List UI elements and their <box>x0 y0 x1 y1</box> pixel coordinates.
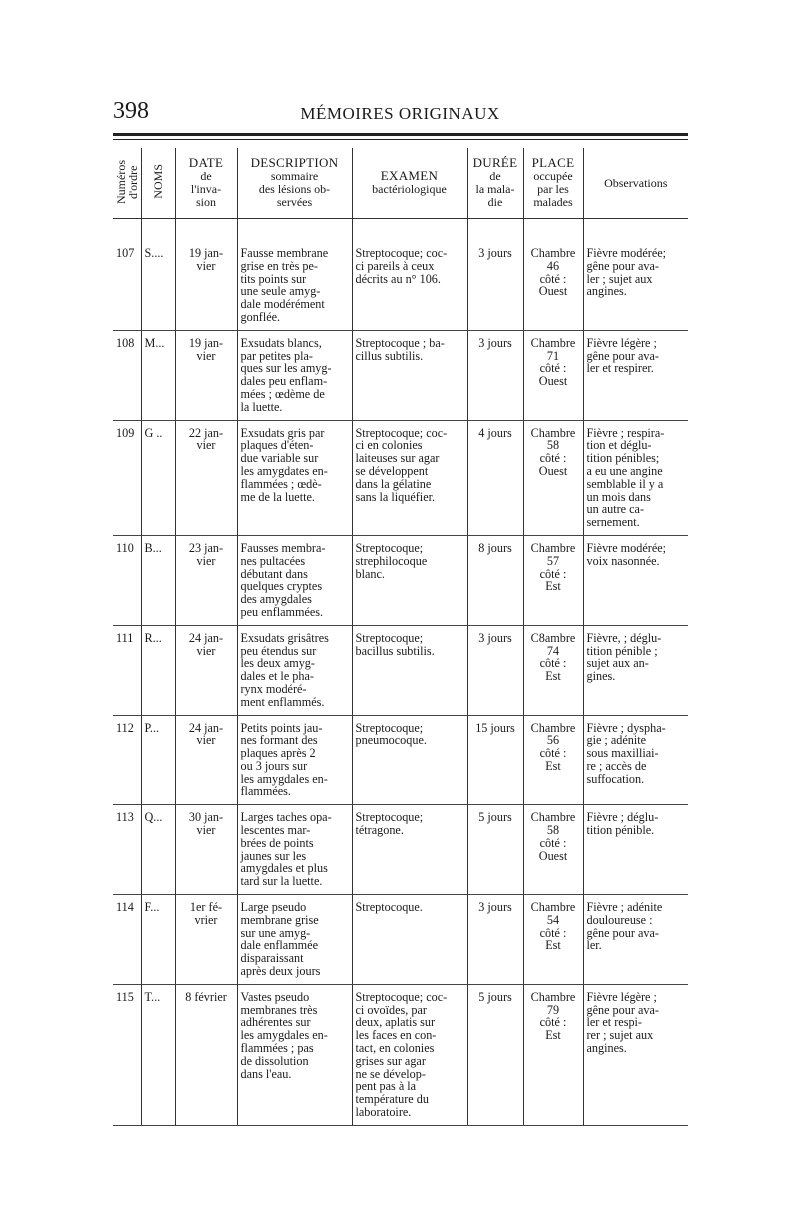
table-row <box>113 984 688 1125</box>
row-place <box>523 330 583 420</box>
row-observations-line: rer ; sujet aux <box>586 1028 654 1043</box>
row-duration: 8 jours <box>467 535 523 625</box>
row-date-line: vier <box>196 258 216 273</box>
row-date-line: 8 février <box>185 989 227 1004</box>
row-date-line: 19 jan- <box>188 335 224 350</box>
row-observations <box>583 895 688 985</box>
row-place-line: 74 <box>546 643 560 658</box>
row-description-line: Exsudats blancs, <box>240 335 322 350</box>
table-row <box>113 895 688 985</box>
row-observations-line: gêne pour ava- <box>586 348 659 363</box>
row-date <box>175 805 237 895</box>
row-place <box>523 420 583 535</box>
row-description-line: membranes très <box>240 1002 318 1017</box>
row-number: 107 <box>113 241 141 330</box>
row-place-line: côté : <box>539 1015 567 1030</box>
row-observations-line: Fièvre ; adénite <box>586 900 663 915</box>
row-observations-line: ler. <box>586 938 602 953</box>
row-place-line: 58 <box>546 823 560 838</box>
row-number: 112 <box>113 715 141 805</box>
row-observations-line: gêne pour ava- <box>586 258 659 273</box>
row-place-line: 71 <box>546 348 560 363</box>
row-observations <box>583 625 688 715</box>
row-observations-line: voix nasonnée. <box>586 553 660 568</box>
row-place-line: C8ambre <box>530 630 576 645</box>
row-date-line: 30 jan- <box>188 810 224 825</box>
row-description-line: les amygdates en- <box>240 463 328 478</box>
row-description-line: rynx modéré- <box>240 681 307 696</box>
row-description-line: brées de points <box>240 835 314 850</box>
row-observations-line: un autre ca- <box>586 502 645 517</box>
row-description-line: disparaissant <box>240 951 304 966</box>
row-description-line: mées ; œdème de <box>240 386 325 401</box>
row-duration: 3 jours <box>467 330 523 420</box>
row-name: S.... <box>141 241 175 330</box>
row-exam-line: ci pareils à ceux <box>355 258 435 273</box>
row-number: 110 <box>113 535 141 625</box>
row-exam-line: Streptocoque; <box>355 540 424 555</box>
row-observations-line: Fièvre modérée; <box>586 540 667 555</box>
row-duration: 3 jours <box>467 895 523 985</box>
row-observations-line: ler et respi- <box>586 1015 642 1030</box>
row-observations-line: sujet aux an- <box>586 656 649 671</box>
row-description-line: Petits points jau- <box>240 720 323 735</box>
row-description-line: adhérentes sur <box>240 1015 311 1030</box>
row-place-line: 79 <box>546 1002 560 1017</box>
row-exam-line: décrits au n° 106. <box>355 271 441 286</box>
row-date <box>175 241 237 330</box>
running-head: MÉMOIRES ORIGINAUX <box>300 104 500 123</box>
row-description-line: une seule amyg- <box>240 284 321 299</box>
row-observations <box>583 241 688 330</box>
row-place-line: Chambre <box>530 246 576 260</box>
row-exam-line: sans la liquéfier. <box>355 489 436 504</box>
row-number: 115 <box>113 984 141 1125</box>
row-exam <box>352 805 467 895</box>
row-date-line: 23 jan- <box>188 540 224 555</box>
row-observations-line: angines. <box>586 1041 627 1056</box>
row-description-line: due variable sur <box>240 451 319 466</box>
row-name: Q... <box>141 805 175 895</box>
col-head-number <box>113 148 141 219</box>
row-description-line: Exsudats gris par <box>240 425 325 440</box>
row-place-line: Ouest <box>538 374 568 389</box>
row-duration: 5 jours <box>467 805 523 895</box>
row-description-line: des amygdales <box>240 592 312 607</box>
col-head-exam: EXAMEN bactériologique <box>352 148 467 219</box>
row-place <box>523 895 583 985</box>
row-date <box>175 895 237 985</box>
row-date <box>175 984 237 1125</box>
row-description-line: ques sur les amyg- <box>240 361 332 376</box>
row-place <box>523 984 583 1125</box>
row-exam-line: Streptocoque; <box>355 630 424 645</box>
row-description-line: les amygdales en- <box>240 771 328 786</box>
row-exam-line: Streptocoque. <box>355 900 423 915</box>
row-description-line: Fausses membra- <box>240 540 326 555</box>
row-description-line: dales et le pha- <box>240 669 314 684</box>
row-date-line: 19 jan- <box>188 246 224 260</box>
row-name: T... <box>141 984 175 1125</box>
page-number: 398 <box>113 98 149 124</box>
top-rule-thick <box>113 133 688 136</box>
row-observations-line: ler ; sujet aux <box>586 271 653 286</box>
row-description <box>237 535 352 625</box>
row-place-line: Chambre <box>530 540 576 555</box>
row-place-line: côté : <box>539 271 567 286</box>
row-place-line: Est <box>545 579 561 594</box>
row-observations-line: Fièvre ; respira- <box>586 425 665 440</box>
row-place-line: côté : <box>539 925 567 940</box>
row-description-line: me de la luette. <box>240 489 315 504</box>
row-exam-line: blanc. <box>355 566 385 581</box>
row-observations-line: ler et respirer. <box>586 361 654 376</box>
row-duration: 15 jours <box>467 715 523 805</box>
row-number: 109 <box>113 420 141 535</box>
row-exam <box>352 330 467 420</box>
row-exam-line: deux, aplatis sur <box>355 1015 436 1030</box>
row-number: 114 <box>113 895 141 985</box>
row-observations-line: a eu une angine <box>586 463 663 478</box>
row-description <box>237 715 352 805</box>
row-description-line: grise en très pe- <box>240 258 318 273</box>
row-description-line: membrane grise <box>240 912 319 927</box>
row-place-line: 57 <box>546 553 560 568</box>
row-date-line: vier <box>196 733 216 748</box>
col-head-duration: DURÉE de la mala- die <box>467 148 523 219</box>
row-place-line: Est <box>545 758 561 773</box>
col-head-date: DATE de l'inva- sion <box>175 148 237 219</box>
row-number: 111 <box>113 625 141 715</box>
row-description-line: tard sur la luette. <box>240 874 323 889</box>
row-exam-line: pneumocoque. <box>355 733 427 748</box>
row-description-line: de dissolution <box>240 1053 309 1068</box>
row-exam-line: tact, en colonies <box>355 1041 435 1056</box>
row-place-line: 56 <box>546 733 560 748</box>
row-place <box>523 625 583 715</box>
row-observations-line: Fièvre ; déglu- <box>586 810 659 825</box>
row-place-line: côté : <box>539 451 567 466</box>
row-place-line: côté : <box>539 835 567 850</box>
col-head-description: DESCRIPTION sommaire des lésions ob- servées <box>237 148 352 219</box>
row-place <box>523 805 583 895</box>
row-date <box>175 330 237 420</box>
row-place-line: Est <box>545 1028 561 1043</box>
row-name: B... <box>141 535 175 625</box>
row-description-line: Large pseudo <box>240 900 307 915</box>
row-place <box>523 715 583 805</box>
row-place-line: 46 <box>546 258 560 273</box>
row-description-line: dales peu enflam- <box>240 374 328 389</box>
row-description-line: peu étendus sur <box>240 643 317 658</box>
row-exam-line: bacillus subtilis. <box>355 643 435 658</box>
row-description-line: Fausse membrane <box>240 246 329 260</box>
row-description-line: quelques cryptes <box>240 579 323 594</box>
row-observations <box>583 715 688 805</box>
row-exam-line: tétragone. <box>355 823 404 838</box>
row-description-line: dale enflammée <box>240 938 318 953</box>
row-exam-line: ne se dévelop- <box>355 1066 426 1081</box>
row-date-line: vier <box>196 348 216 363</box>
row-place-line: côté : <box>539 746 567 761</box>
row-exam <box>352 241 467 330</box>
row-description-line: les deux amyg- <box>240 656 315 671</box>
row-description <box>237 420 352 535</box>
row-duration: 5 jours <box>467 984 523 1125</box>
row-description-line: nes pultacées <box>240 553 306 568</box>
row-exam <box>352 535 467 625</box>
row-number: 113 <box>113 805 141 895</box>
row-description <box>237 895 352 985</box>
row-observations-line: gines. <box>586 669 616 684</box>
col-head-observations: Observations <box>583 148 688 219</box>
col-head-place: PLACE occupée par les malades <box>523 148 583 219</box>
row-observations-line: tition pénible ; <box>586 643 658 658</box>
table-row <box>113 420 688 535</box>
row-place-line: Chambre <box>530 989 576 1004</box>
row-date-line: vier <box>196 643 216 658</box>
row-name: F... <box>141 895 175 985</box>
row-description-line: peu enflammées. <box>240 604 324 619</box>
row-exam <box>352 984 467 1125</box>
row-place-line: 54 <box>546 912 560 927</box>
row-observations-line: sernement. <box>586 515 640 530</box>
row-description <box>237 241 352 330</box>
row-exam <box>352 625 467 715</box>
row-observations-line: gêne pour ava- <box>586 1002 659 1017</box>
row-duration: 4 jours <box>467 420 523 535</box>
row-observations-line: tition pénibles; <box>586 451 660 466</box>
row-exam-line: pent pas à la <box>355 1079 417 1094</box>
row-place-line: Chambre <box>530 720 576 735</box>
row-description-line: sur une amyg- <box>240 925 311 940</box>
row-description-line: Larges taches opa- <box>240 810 332 825</box>
row-description <box>237 330 352 420</box>
row-description <box>237 625 352 715</box>
row-exam-line: les faces en con- <box>355 1028 437 1043</box>
row-place-line: côté : <box>539 566 567 581</box>
row-date-line: 24 jan- <box>188 720 224 735</box>
table-row <box>113 625 688 715</box>
table-row <box>113 805 688 895</box>
row-name: R... <box>141 625 175 715</box>
col-head-name: NOMS <box>141 148 175 219</box>
row-description-line: nes formant des <box>240 733 318 748</box>
row-exam-line: dans la gélatine <box>355 476 432 491</box>
row-exam-line: Streptocoque; <box>355 810 424 825</box>
row-description-line: amygdales et plus <box>240 861 328 876</box>
row-observations-line: Fièvre légère ; <box>586 989 657 1004</box>
row-observations-line: semblable il y a <box>586 476 664 491</box>
cases-table <box>113 148 688 1126</box>
row-place-line: 58 <box>546 438 560 453</box>
row-exam-line: ci en colonies <box>355 438 423 453</box>
row-date-line: vier <box>196 553 216 568</box>
row-place-line: Ouest <box>538 848 568 863</box>
row-observations-line: Fièvre ; dyspha- <box>586 720 666 735</box>
row-description-line: tits points sur <box>240 271 307 286</box>
row-description-line: jaunes sur les <box>240 848 307 863</box>
row-description-line: lescentes mar- <box>240 823 311 838</box>
table-row <box>113 330 688 420</box>
row-description-line: flammées ; pas <box>240 1041 314 1056</box>
row-description-line: par petites pla- <box>240 348 313 363</box>
row-description <box>237 805 352 895</box>
row-date <box>175 535 237 625</box>
row-date-line: vrier <box>194 912 218 927</box>
col-head-number-line1: Numéros <box>114 159 128 204</box>
row-exam-line: laiteuses sur agar <box>355 451 440 466</box>
row-exam-line: Streptocoque; coc- <box>355 425 448 440</box>
row-observations-line: tition pénible. <box>586 823 655 838</box>
col-head-number-line2: d'ordre <box>126 164 140 199</box>
row-observations <box>583 805 688 895</box>
table-body <box>113 219 688 1126</box>
row-exam-line: cillus subtilis. <box>355 348 424 363</box>
row-place-line: Est <box>545 938 561 953</box>
row-exam-line: laboratoire. <box>355 1105 412 1120</box>
row-observations <box>583 984 688 1125</box>
row-description-line: gonflée. <box>240 309 281 324</box>
row-observations-line: tion et déglu- <box>586 438 652 453</box>
row-exam-line: Streptocoque; coc- <box>355 246 448 260</box>
row-observations-line: Fièvre légère ; <box>586 335 657 350</box>
row-name: P... <box>141 715 175 805</box>
row-place-line: Chambre <box>530 425 576 440</box>
row-observations <box>583 535 688 625</box>
row-date-line: vier <box>196 823 216 838</box>
row-description-line: flammées ; œdè- <box>240 476 322 491</box>
row-exam-line: Streptocoque; coc- <box>355 989 448 1004</box>
row-exam-line: Streptocoque ; ba- <box>355 335 445 350</box>
row-date-line: 1er fé- <box>189 900 223 915</box>
row-observations <box>583 420 688 535</box>
row-exam-line: Streptocoque; <box>355 720 424 735</box>
row-place-line: Chambre <box>530 810 576 825</box>
table-row <box>113 715 688 805</box>
row-place-line: Ouest <box>538 463 568 478</box>
row-description-line: débutant dans <box>240 566 308 581</box>
row-description-line: ou 3 jours sur <box>240 758 308 773</box>
top-rule-thin <box>113 139 688 140</box>
row-observations-line: sous maxilliai- <box>586 746 659 761</box>
row-observations-line: gie ; adénite <box>586 733 647 748</box>
table-row <box>113 241 688 330</box>
row-duration: 3 jours <box>467 241 523 330</box>
row-place-line: côté : <box>539 656 567 671</box>
row-duration: 3 jours <box>467 625 523 715</box>
row-exam <box>352 895 467 985</box>
row-observations-line: suffocation. <box>586 771 645 786</box>
row-description <box>237 984 352 1125</box>
header-spacer <box>113 219 688 242</box>
row-place <box>523 241 583 330</box>
row-date-line: vier <box>196 438 216 453</box>
row-exam-line: température du <box>355 1092 429 1107</box>
row-observations <box>583 330 688 420</box>
row-observations-line: Fièvre modérée; <box>586 246 667 260</box>
row-date <box>175 715 237 805</box>
row-place-line: Ouest <box>538 284 568 299</box>
row-exam-line: ci ovoïdes, par <box>355 1002 427 1017</box>
row-place <box>523 535 583 625</box>
row-observations-line: Fièvre, ; déglu- <box>586 630 662 645</box>
row-description-line: les amygdales en- <box>240 1028 328 1043</box>
row-observations-line: angines. <box>586 284 627 299</box>
row-description-line: dale modérément <box>240 297 325 312</box>
row-exam-line: se développent <box>355 463 429 478</box>
row-date-line: 24 jan- <box>188 630 224 645</box>
row-place-line: côté : <box>539 361 567 376</box>
row-date-line: 22 jan- <box>188 425 224 440</box>
row-date <box>175 625 237 715</box>
row-observations-line: gêne pour ava- <box>586 925 659 940</box>
row-observations-line: re ; accès de <box>586 758 647 773</box>
row-description-line: plaques d'éten- <box>240 438 314 453</box>
row-description-line: dans l'eau. <box>240 1066 292 1081</box>
row-place-line: Chambre <box>530 335 576 350</box>
table-row <box>113 535 688 625</box>
row-description-line: Vastes pseudo <box>240 989 310 1004</box>
row-place-line: Est <box>545 669 561 684</box>
row-exam-line: grises sur agar <box>355 1053 426 1068</box>
row-observations-line: un mois dans <box>586 489 651 504</box>
row-description-line: flammées. <box>240 784 291 799</box>
row-exam <box>352 420 467 535</box>
row-name: G .. <box>141 420 175 535</box>
header-row <box>113 148 688 219</box>
row-description-line: plaques après 2 <box>240 746 316 761</box>
row-date <box>175 420 237 535</box>
row-observations-line: douloureuse : <box>586 912 653 927</box>
row-exam <box>352 715 467 805</box>
row-description-line: la luette. <box>240 399 283 414</box>
row-exam-line: strephilocoque <box>355 553 428 568</box>
row-name: M... <box>141 330 175 420</box>
row-description-line: Exsudats grisâtres <box>240 630 329 645</box>
row-number: 108 <box>113 330 141 420</box>
row-description-line: ment enflammés. <box>240 694 325 709</box>
row-description-line: après deux jours <box>240 964 321 979</box>
row-place-line: Chambre <box>530 900 576 915</box>
